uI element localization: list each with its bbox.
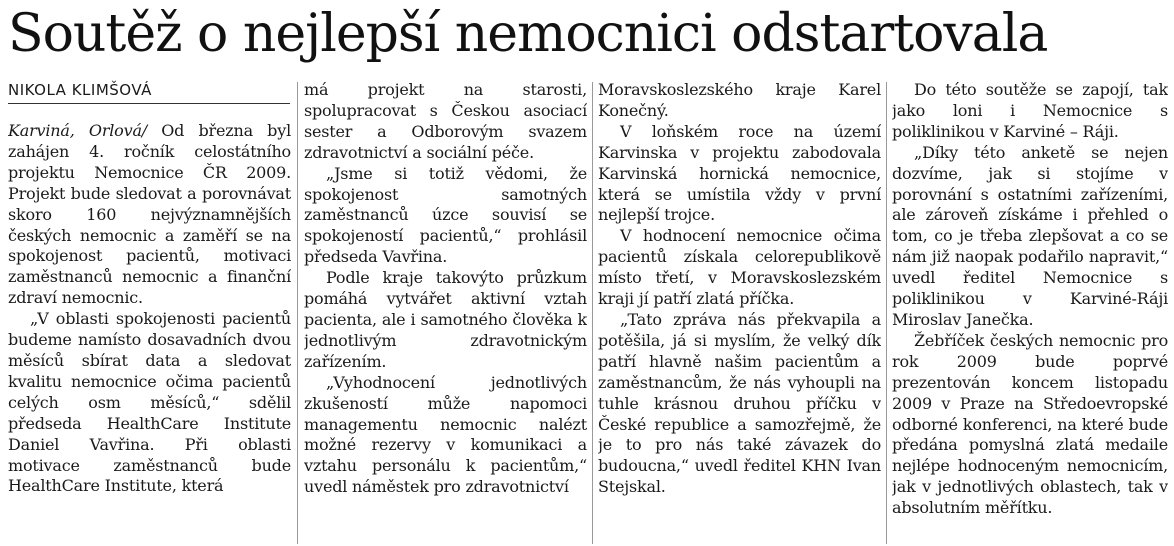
paragraph: Do této soutěže se zapojí, tak jako loni i Nemocnice s poliklinikou v Karviné – Ráji. (892, 80, 1168, 141)
paragraph-text: Od března byl zahájen 4. ročník celostátního projektu Nemocnice ČR 2009. Projekt bude sledovat a porovnávat skoro 160 nejvýznamnějších českých nemocnic a zaměří se na spokojenost pacientů, motivaci zaměstnanců nemocnic a finanční zdraví nemocnic. (8, 121, 291, 308)
headline: Soutěž o nejlepší nemocnici odstartovala (8, 4, 1048, 64)
dateline: Karviná, Orlová/ (8, 121, 147, 140)
byline-rule (8, 103, 290, 104)
column-divider (886, 82, 887, 544)
byline: NIKOLA KLIMŠOVÁ (8, 81, 152, 99)
paragraph: „Tato zpráva nás překvapila a potěšila, já si myslím, že velký dík patří hlavně našim pacientům a zaměstnancům, že nás vyhoupli na tuhle krásnou druhou příčku v České republice a samozřejmě, že je to pro nás také závazek do budoucna,“ uvedl ředitel KHN Ivan Stejskal. (598, 309, 881, 497)
paragraph: „Vyhodnocení jednotlivých zkušeností může napomoci managementu nemocnic nalézt možné rezervy v komunikaci a vztahu personálu k pacientům,“ uvedl náměstek pro zdravotnictví (304, 372, 587, 497)
paragraph (8, 121, 291, 309)
paragraph: Moravskoslezského kraje Karel Konečný. (598, 80, 881, 120)
paragraph: „Jsme si totiž vědomi, že spokojenost samotných zaměstnanců úzce souvisí se spokojeností pacientů,“ prohlásil předseda Vavřina. (304, 163, 587, 267)
column-divider (592, 82, 593, 544)
column-1 (8, 121, 291, 546)
column-4 (892, 80, 1168, 546)
paragraph: V hodnocení nemocnice očima pacientů získala celorepublikově místo třetí, v Moravskoslezském kraji jí patří zlatá příčka. (598, 226, 881, 309)
column-2 (304, 80, 587, 546)
paragraph: Podle kraje takovýto průzkum pomáhá vytvářet aktivní vztah pacienta, ale i samotného člověka k jednotlivým zdravotnickým zařízením. (304, 268, 587, 371)
paragraph: „V oblasti spokojenosti pacientů budeme namísto dosavadních dvou měsíců sbírat data a sledovat kvalitu nemocnice očima pacientů celých osm měsíců,“ sdělil předseda HealthCare Institute Daniel Vavřina. Při oblasti motivace zaměstnanců bude HealthCare Institute, která (8, 309, 291, 496)
paragraph: V loňském roce na území Karvinska v projektu zabodovala Karvinská hornická nemocnice, která se umístila vždy v první nejlepší trojce. (598, 121, 881, 225)
paragraph: má projekt na starosti, spolupracovat s Českou asociací sester a Odborovým svazem zdravotnictví a sociální péče. (304, 80, 587, 162)
paragraph: Žebříček českých nemocnic pro rok 2009 bude poprvé prezentován koncem listopadu 2009 v Praze na Středoevropské odborné konferenci, na které bude předána pomyslná zlatá medaile nejlépe hodnoceným nemocnicím, jak v jednotlivých oblastech, tak v absolutním měřítku. (892, 330, 1168, 518)
column-3 (598, 80, 881, 546)
column-divider (297, 82, 298, 544)
paragraph: „Díky této anketě se nejen dozvíme, jak si stojíme v porovnání s ostatními zařízeními, ale zároveň získáme i přehled o tom, co je třeba zlepšovat a co se nám již naopak podařilo napravit,“ uvedl ředitel Nemocnice s poliklinikou v Karviné-Ráji Miroslav Janečka. (892, 142, 1168, 329)
